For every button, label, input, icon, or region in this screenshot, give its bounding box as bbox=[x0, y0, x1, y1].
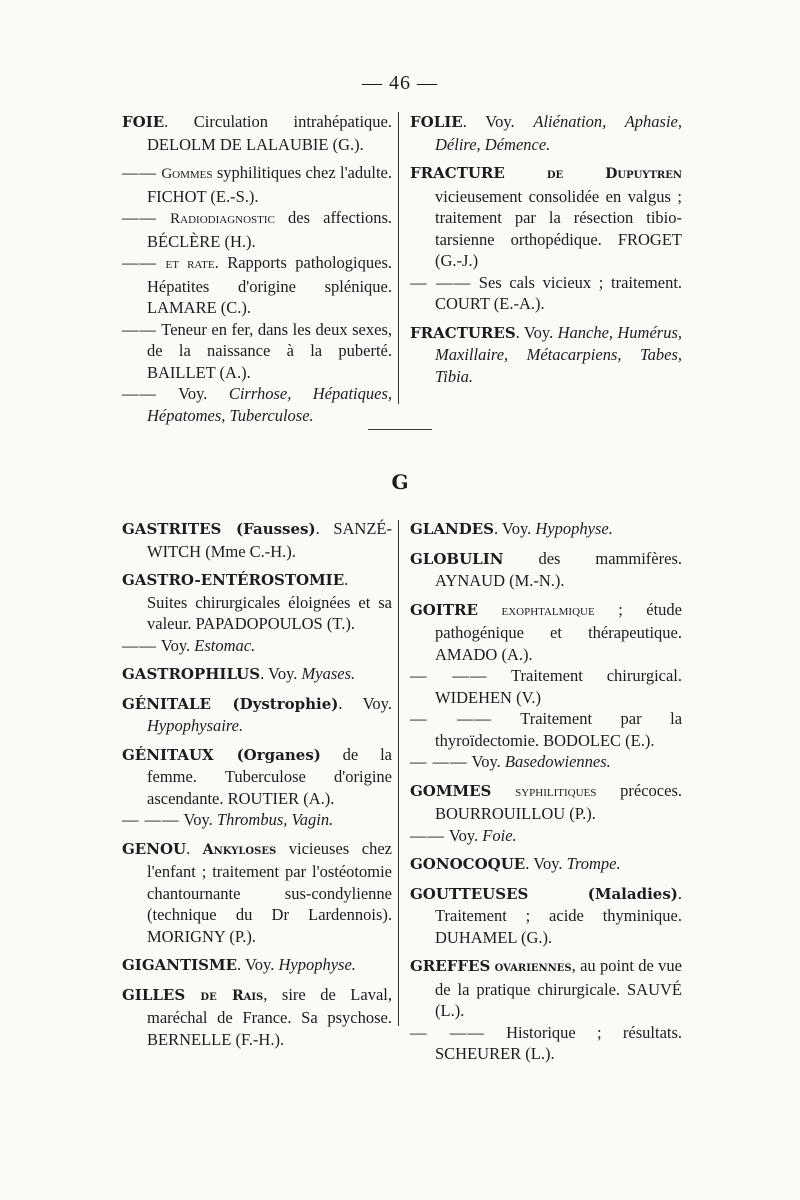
entry-goitre-voy bbox=[410, 751, 682, 773]
entry-genitale bbox=[122, 693, 392, 737]
entry-text: vicieusement consolidée en valgus ; traitement par la résection tibio-tarsienne orthopédique. FROGET (G.-J.) bbox=[435, 186, 682, 270]
entry-heading: GLANDES bbox=[410, 520, 494, 538]
entry-gonocoque bbox=[410, 853, 682, 876]
subheading: exophtalmique bbox=[501, 602, 595, 619]
repeat-dash: — —— bbox=[122, 810, 180, 829]
repeat-dash: —— bbox=[410, 825, 445, 845]
section-rule bbox=[368, 429, 432, 430]
entry-gigantisme bbox=[122, 954, 392, 977]
entry-text: . Voy. bbox=[525, 854, 567, 873]
repeat-dash: — —— bbox=[410, 752, 468, 771]
entry-greffes-hist bbox=[410, 1022, 682, 1065]
entry-text: des affections. BÉCLÈRE (H.). bbox=[147, 208, 393, 251]
entry-heading: FOLIE bbox=[410, 113, 463, 131]
entry-text: . Suites chirurgicales éloignées et sa valeur. PAPADOPOULOS (T.). bbox=[147, 570, 392, 633]
entry-genitaux bbox=[122, 744, 392, 810]
entry-heading: GÉNITAUX (Organes) bbox=[122, 745, 321, 764]
cross-reference: Cirrhose, Hépatiques, Hépatomes, Tuberculose. bbox=[147, 384, 392, 425]
entry-text: Voy. bbox=[183, 810, 217, 829]
entry-text: . Voy. bbox=[462, 112, 534, 131]
entry-heading: GOUTTEUSES (Maladies) bbox=[410, 884, 678, 903]
entry-heading: FRACTURE bbox=[410, 164, 505, 182]
entry-heading: GASTROPHILUS bbox=[122, 665, 261, 683]
entry-gastrites bbox=[122, 518, 392, 562]
cross-reference: Thrombus, Vagin. bbox=[216, 810, 334, 829]
repeat-dash: —— bbox=[122, 319, 157, 339]
entry-text: . SANZÉ-WITCH (Mme C.-H.). bbox=[147, 519, 392, 561]
entry-heading: GASTRO-ENTÉROSTOMIE bbox=[122, 571, 345, 589]
entry-folie bbox=[410, 111, 682, 155]
cross-reference: Trompe. bbox=[566, 854, 621, 873]
column-divider-bottom bbox=[398, 520, 399, 1026]
entry-goitre-chir bbox=[410, 665, 682, 708]
subheading: syphilitiques bbox=[515, 783, 597, 800]
entry-gilles bbox=[122, 984, 392, 1051]
entry-foie-voy bbox=[122, 383, 392, 426]
entry-heading: GLOBULIN bbox=[410, 549, 504, 568]
entry-text: Traitement chirurgical. WIDEHEN (V.) bbox=[435, 666, 683, 707]
entry-gastro bbox=[122, 569, 392, 635]
column-bottom-right bbox=[410, 518, 682, 1065]
column-bottom-left bbox=[122, 518, 392, 1057]
entry-foie bbox=[122, 111, 392, 155]
cross-reference: Hypophysaire. bbox=[147, 716, 244, 735]
entry-text: Teneur en fer, dans les deux sexes, de la naissance à la puberté. BAILLET (A.). bbox=[147, 319, 393, 382]
cross-reference: Hypophyse. bbox=[535, 519, 613, 538]
entry-text: . Traitement ; acide thyminique. DUHAMEL (G.). bbox=[435, 883, 682, 947]
entry-text: . Circulation intrahépatique. DELOLM DE LALAUBIE (G.). bbox=[147, 112, 392, 154]
subheading: Rais bbox=[231, 987, 264, 1004]
entry-goutteuses bbox=[410, 883, 682, 949]
repeat-dash: —— bbox=[122, 253, 157, 272]
entry-heading: FRACTURES bbox=[410, 323, 516, 342]
repeat-dash: —— bbox=[122, 163, 157, 182]
entry-gommes bbox=[410, 780, 682, 825]
entry-text: Voy. bbox=[178, 384, 229, 403]
entry-text: Historique ; résultats. SCHEURER (L.). bbox=[435, 1022, 683, 1063]
entry-text: des mammifères. AYNAUD (M.-N.). bbox=[435, 548, 682, 590]
entry-text: Voy. bbox=[471, 752, 505, 771]
cross-reference: Hanche, Humérus, Maxillaire, Métacarpiens, Tabes, Tibia. bbox=[435, 322, 683, 386]
repeat-dash: —— bbox=[122, 635, 157, 655]
page-number: — 46 — bbox=[362, 72, 438, 94]
entry-heading: GÉNITALE (Dystrophie) bbox=[122, 694, 339, 713]
entry-heading: GOITRE bbox=[410, 600, 478, 619]
entry-heading: GENOU bbox=[122, 839, 187, 858]
entry-heading: FOIE bbox=[122, 113, 165, 131]
heading-particle: de bbox=[185, 987, 232, 1004]
entry-text: précoces. BOURROUILLOU (P.). bbox=[435, 780, 682, 823]
subheading: Ankyloses bbox=[202, 841, 277, 858]
entry-gastro-voy bbox=[122, 635, 392, 657]
entry-greffes bbox=[410, 955, 682, 1022]
cross-reference: Aliénation, Aphasie, Délire, Démence. bbox=[435, 112, 682, 154]
repeat-dash: —— bbox=[122, 384, 157, 403]
cross-reference: Hypophyse. bbox=[278, 955, 356, 974]
entry-text: , sire de Laval, maréchal de France. Sa psychose. BERNELLE (F.-H.). bbox=[147, 984, 392, 1049]
entry-text: vicieuses chez l'enfant ; traitement par l'ostéotomie chantournante sus-condylienne (technique du Dr Lardennois). MORIGNY (P.). bbox=[147, 838, 392, 946]
entry-heading: GONOCOQUE bbox=[410, 855, 526, 873]
entry-foie-rate bbox=[122, 252, 392, 319]
entry-fracture-cals bbox=[410, 272, 682, 315]
entry-text: Traitement par la thyroïdectomie. BODOLEC (E.). bbox=[435, 709, 683, 750]
entry-text: . Voy. bbox=[260, 664, 302, 683]
repeat-dash: — —— bbox=[410, 272, 472, 292]
entry-text: Ses cals vicieux ; traitement. COURT (E.-A.). bbox=[435, 272, 683, 313]
entry-text: . Voy. bbox=[515, 322, 558, 342]
cross-reference: Foie. bbox=[482, 825, 517, 845]
entry-goitre-thyro bbox=[410, 708, 682, 751]
column-top-left bbox=[122, 111, 392, 426]
entry-text: . Rapports pathologiques. Hépatites d'origine splénique. LAMARE (C.). bbox=[147, 253, 393, 317]
entry-fractures bbox=[410, 322, 682, 388]
entry-foie-radio bbox=[122, 207, 392, 252]
entry-goitre bbox=[410, 599, 682, 666]
subheading: ovariennes bbox=[494, 959, 572, 975]
entry-fracture bbox=[410, 162, 682, 272]
entry-genitaux-voy bbox=[122, 809, 392, 831]
heading-particle: de bbox=[504, 166, 606, 182]
entry-text: Voy. bbox=[160, 635, 195, 655]
entry-globulin bbox=[410, 548, 682, 592]
subheading: et rate bbox=[165, 256, 215, 272]
entry-heading: GREFFES bbox=[410, 957, 491, 975]
cross-reference: Estomac. bbox=[194, 635, 256, 655]
entry-heading: GILLES bbox=[122, 985, 186, 1004]
section-letter: G bbox=[391, 470, 409, 494]
entry-foie-fer bbox=[122, 319, 392, 384]
column-divider-top bbox=[398, 112, 399, 404]
entry-foie-gommes bbox=[122, 162, 392, 207]
entry-heading: GOMMES bbox=[410, 781, 492, 800]
repeat-dash: —— bbox=[122, 208, 157, 227]
entry-text: Voy. bbox=[448, 825, 483, 845]
column-top-right bbox=[410, 111, 682, 394]
entry-gommes-voy bbox=[410, 825, 682, 847]
entry-text: de la femme. Tuberculose d'origine ascendante. ROUTIER (A.). bbox=[147, 744, 392, 808]
repeat-dash: — —— bbox=[410, 666, 488, 685]
entry-text: . Voy. bbox=[338, 693, 392, 713]
entry-text: . Voy. bbox=[237, 955, 279, 974]
entry-text: , au point de vue de la pratique chirurgicale. SAUVÉ (L.). bbox=[435, 956, 683, 1020]
cross-reference: Basedowiennes. bbox=[504, 752, 611, 771]
repeat-dash: — —— bbox=[410, 709, 493, 728]
subheading: Radiodiagnostic bbox=[170, 211, 275, 227]
subheading: Dupuytren bbox=[605, 166, 682, 182]
entry-glandes bbox=[410, 518, 682, 541]
entry-genou: GENOU. Ankyloses vicieuses chez l'enfant ; traitement par l'ostéotomie chantournante sus-condylienne (technique du Dr Lardennois). MORIGNY (P.). bbox=[122, 838, 392, 946]
entry-heading: GASTRITES (Fausses) bbox=[122, 520, 316, 538]
entry-text: ; étude pathogénique et thérapeutique. AMADO (A.). bbox=[435, 599, 682, 664]
repeat-dash: — —— bbox=[410, 1022, 485, 1042]
subheading: Gommes bbox=[161, 166, 213, 182]
entry-heading: GIGANTISME bbox=[122, 956, 238, 974]
entry-gastrophilus bbox=[122, 663, 392, 686]
entry-text: syphilitiques chez l'adulte. FICHOT (E.-S.). bbox=[147, 163, 392, 206]
entry-text: . Voy. bbox=[493, 519, 536, 538]
cross-reference: Myases. bbox=[301, 664, 356, 683]
